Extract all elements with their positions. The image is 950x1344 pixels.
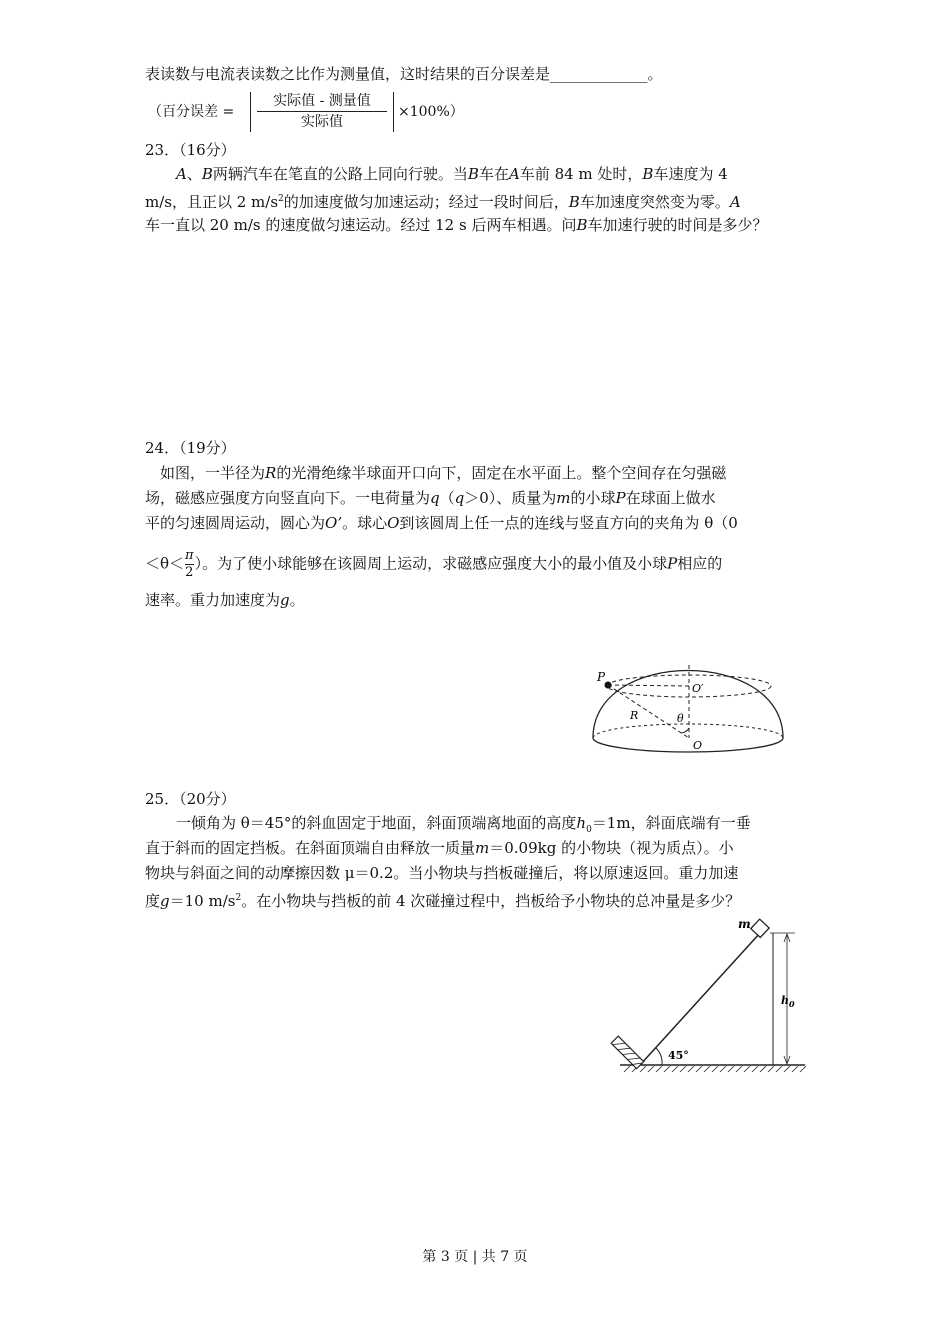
q24-line4: ＜θ＜ $\frac{\pi}{2}$ ）。为了使小球能够在该圆周上运动，求磁感应强度大小的最小值及小球P相应的 — [145, 548, 723, 580]
base-ellipse-back — [593, 724, 783, 738]
barrier — [611, 1036, 644, 1069]
fraction-numerator: 实际值 - 测量值 — [273, 93, 371, 109]
q23-number: 23．（16分） — [145, 141, 236, 159]
q23-line3: 车一直以 20 m/s 的速度做匀速运动。经过 12 s 后两车相遇。问B车加速行驶的时间是多少？ — [145, 216, 768, 234]
q24-number: 24．（19分） — [145, 439, 236, 457]
incline-line — [640, 933, 760, 1065]
pi-over-two: $\frac{\pi}{2}$ — [185, 548, 194, 580]
percent-error-fraction — [250, 92, 394, 132]
label-P: P — [597, 670, 606, 684]
block-m — [751, 919, 769, 937]
q23-line1: A、B两辆汽车在笔直的公路上同向行驶。当B车在A车前 84 m 处时，B车速度为 4 — [176, 165, 728, 183]
base-ellipse-front — [593, 738, 783, 752]
q24-line5: 速率。重力加速度为g。 — [145, 591, 305, 609]
q24-line3: 平的匀速圆周运动，圆心为O’。球心O到该圆周上任一点的连线与竖直方向的夹角为 θ（0 — [145, 514, 738, 532]
q25-line4: 度g＝10 $m/s^2$。在小物块与挡板的前 4 次碰撞过程中，挡板给予小物块的总冲量是多少？ — [145, 892, 741, 910]
q22-formula-prefix: （百分误差 = — [148, 104, 235, 120]
label-O: O — [693, 739, 703, 752]
q25-line3: 物块与斜面之间的动摩擦因数 μ＝0.2。当小物块与挡板碰撞后，将以原速返回。重力加速 — [145, 864, 739, 882]
label-theta: θ — [677, 712, 684, 725]
label-h0: $h_0$ — [781, 994, 795, 1009]
q23-line2: m/s，且正以 2 $m/s^2$的加速度做匀加速运动；经过一段时间后，B车加速度突然变为零。A — [145, 193, 741, 211]
hemisphere-figure — [585, 660, 790, 760]
angle-arc — [656, 1048, 662, 1065]
incline-figure — [600, 915, 810, 1080]
label-R: R — [630, 709, 639, 722]
orbit-radius — [608, 685, 689, 686]
q25-number: 25．（20分） — [145, 790, 236, 808]
label-O-prime: O′ — [692, 682, 704, 695]
q24-line2: 场，磁感应强度方向竖直向下。一电荷量为q（q＞0）、质量为m的小球P在球面上做水 — [145, 489, 716, 507]
q25-line2: 直于斜而的固定挡板。在斜面顶端自由释放一质量m＝0.09kg 的小物块（视为质点）。小 — [145, 839, 734, 857]
answer-blank: _____________ — [550, 65, 648, 83]
label-45-degree: 45° — [668, 1049, 689, 1062]
q22-formula-suffix: ×100%） — [398, 104, 464, 120]
page-footer: 第 3 页 | 共 7 页 — [422, 1249, 528, 1265]
q22-line1: 表读数与电流表读数之比作为测量值，这时结果的百分误差是_____________。 — [145, 65, 663, 83]
fraction-denominator: 实际值 — [301, 114, 343, 130]
label-m: m — [738, 917, 751, 931]
ball-P — [605, 682, 612, 689]
ground-hatch — [624, 1066, 806, 1072]
theta-arc — [681, 728, 689, 733]
q25-line1: 一倾角为 θ＝45°的斜血固定于地面，斜面顶端离地面的高度$h_0=1m$，斜面底端有一垂 — [176, 814, 751, 835]
q24-line1: 如图，一半径为R的光滑绝缘半球面开口向下，固定在水平面上。整个空间存在匀强磁 — [160, 464, 727, 482]
